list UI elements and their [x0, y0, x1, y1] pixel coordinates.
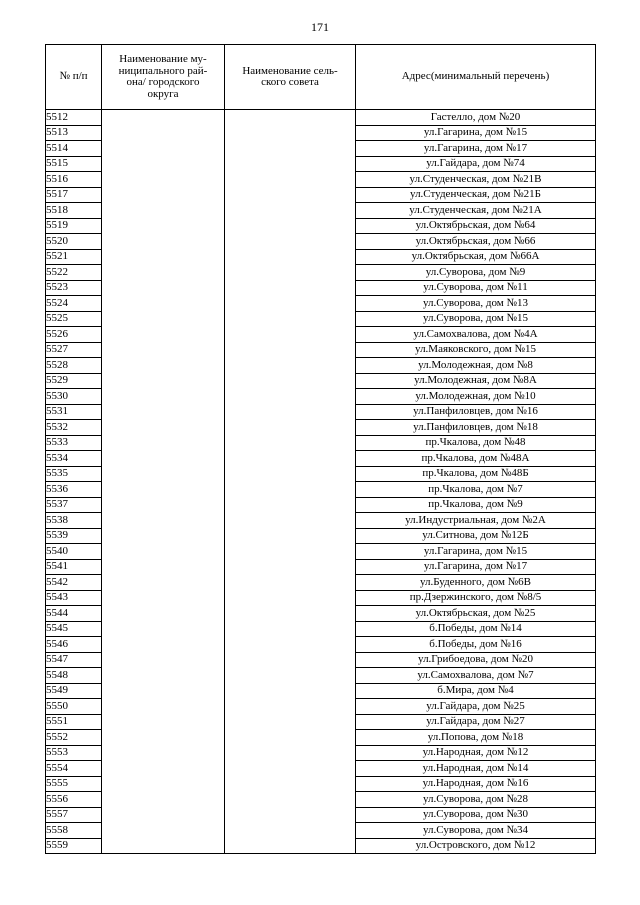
row-address: ул.Грибоедова, дом №20 [356, 652, 596, 668]
row-address: ул.Студенческая, дом №21Б [356, 187, 596, 203]
row-address: б.Победы, дом №14 [356, 621, 596, 637]
row-number: 5548 [46, 668, 102, 684]
row-number: 5526 [46, 327, 102, 343]
row-number: 5546 [46, 637, 102, 653]
table-header [46, 45, 596, 110]
row-address: пр.Дзержинского, дом №8/5 [356, 590, 596, 606]
row-address: ул.Самохвалова, дом №4А [356, 327, 596, 343]
row-address: ул.Гайдара, дом №27 [356, 714, 596, 730]
row-address: ул.Самохвалова, дом №7 [356, 668, 596, 684]
row-number: 5538 [46, 513, 102, 529]
row-number: 5535 [46, 466, 102, 482]
row-address: ул.Суворова, дом №30 [356, 807, 596, 823]
header-number: № п/п [46, 45, 102, 110]
row-address: ул.Народная, дом №16 [356, 776, 596, 792]
row-number: 5555 [46, 776, 102, 792]
row-address: ул.Суворова, дом №9 [356, 265, 596, 281]
header-council [225, 45, 356, 110]
row-number: 5559 [46, 838, 102, 854]
row-number: 5550 [46, 699, 102, 715]
row-number: 5517 [46, 187, 102, 203]
row-number: 5553 [46, 745, 102, 761]
row-address: ул.Народная, дом №12 [356, 745, 596, 761]
row-number: 5554 [46, 761, 102, 777]
row-address: ул.Гагарина, дом №15 [356, 544, 596, 560]
row-address: ул.Студенческая, дом №21А [356, 203, 596, 219]
row-number: 5545 [46, 621, 102, 637]
row-number: 5527 [46, 342, 102, 358]
row-number: 5525 [46, 311, 102, 327]
row-number: 5556 [46, 792, 102, 808]
row-number: 5531 [46, 404, 102, 420]
row-address: ул.Панфиловцев, дом №16 [356, 404, 596, 420]
row-address: ул.Суворова, дом №13 [356, 296, 596, 312]
row-number: 5536 [46, 482, 102, 498]
row-address: ул.Гагарина, дом №15 [356, 125, 596, 141]
row-address: ул.Суворова, дом №28 [356, 792, 596, 808]
row-number: 5524 [46, 296, 102, 312]
header-address: Адрес(минимальный перечень) [356, 45, 596, 110]
row-number: 5537 [46, 497, 102, 513]
row-address: б.Мира, дом №4 [356, 683, 596, 699]
council-cell [225, 110, 356, 854]
row-number: 5521 [46, 249, 102, 265]
row-number: 5541 [46, 559, 102, 575]
row-number: 5549 [46, 683, 102, 699]
row-address: ул.Октябрьская, дом №66 [356, 234, 596, 250]
row-number: 5519 [46, 218, 102, 234]
row-address: ул.Молодежная, дом №8 [356, 358, 596, 374]
row-address: ул.Суворова, дом №34 [356, 823, 596, 839]
row-number: 5514 [46, 141, 102, 157]
header-district-text: Наименование му- ниципального рай- она/ городского округа [118, 53, 208, 100]
row-address: пр.Чкалова, дом №48 [356, 435, 596, 451]
row-number: 5551 [46, 714, 102, 730]
row-number: 5540 [46, 544, 102, 560]
row-number: 5543 [46, 590, 102, 606]
row-number: 5532 [46, 420, 102, 436]
row-address: б.Победы, дом №16 [356, 637, 596, 653]
row-address: ул.Молодежная, дом №8А [356, 373, 596, 389]
row-address: ул.Гагарина, дом №17 [356, 559, 596, 575]
row-address: ул.Ситнова, дом №12Б [356, 528, 596, 544]
table-row [46, 110, 596, 126]
row-address: Гастелло, дом №20 [356, 110, 596, 126]
row-address: ул.Гайдара, дом №74 [356, 156, 596, 172]
row-number: 5539 [46, 528, 102, 544]
row-address: ул.Студенческая, дом №21В [356, 172, 596, 188]
row-number: 5528 [46, 358, 102, 374]
row-address: ул.Суворова, дом №15 [356, 311, 596, 327]
header-row [46, 45, 596, 110]
row-address: ул.Октябрьская, дом №66А [356, 249, 596, 265]
row-address: пр.Чкалова, дом №7 [356, 482, 596, 498]
row-address: ул.Панфиловцев, дом №18 [356, 420, 596, 436]
page-number: 171 [311, 20, 329, 34]
row-number: 5515 [46, 156, 102, 172]
row-address: пр.Чкалова, дом №48А [356, 451, 596, 467]
row-number: 5547 [46, 652, 102, 668]
row-address: ул.Гагарина, дом №17 [356, 141, 596, 157]
address-table [45, 44, 596, 854]
row-number: 5542 [46, 575, 102, 591]
row-address: ул.Маяковского, дом №15 [356, 342, 596, 358]
row-number: 5534 [46, 451, 102, 467]
row-number: 5518 [46, 203, 102, 219]
row-number: 5558 [46, 823, 102, 839]
row-address: ул.Октябрьская, дом №64 [356, 218, 596, 234]
row-number: 5530 [46, 389, 102, 405]
row-number: 5529 [46, 373, 102, 389]
row-number: 5533 [46, 435, 102, 451]
row-number: 5516 [46, 172, 102, 188]
row-address: ул.Буденного, дом №6В [356, 575, 596, 591]
row-number: 5523 [46, 280, 102, 296]
row-address: ул.Октябрьская, дом №25 [356, 606, 596, 622]
row-address: ул.Индустриальная, дом №2А [356, 513, 596, 529]
district-cell [102, 110, 225, 854]
row-number: 5557 [46, 807, 102, 823]
header-district [102, 45, 225, 110]
header-council-text: Наименование сель- ского совета [242, 64, 338, 88]
row-address: ул.Молодежная, дом №10 [356, 389, 596, 405]
row-address: ул.Народная, дом №14 [356, 761, 596, 777]
row-number: 5512 [46, 110, 102, 126]
row-address: ул.Попова, дом №18 [356, 730, 596, 746]
row-address: пр.Чкалова, дом №48Б [356, 466, 596, 482]
row-number: 5513 [46, 125, 102, 141]
row-number: 5522 [46, 265, 102, 281]
row-address: ул.Гайдара, дом №25 [356, 699, 596, 715]
row-number: 5520 [46, 234, 102, 250]
row-address: ул.Островского, дом №12 [356, 838, 596, 854]
row-number: 5544 [46, 606, 102, 622]
row-address: ул.Суворова, дом №11 [356, 280, 596, 296]
table-body [46, 110, 596, 854]
row-address: пр.Чкалова, дом №9 [356, 497, 596, 513]
row-number: 5552 [46, 730, 102, 746]
